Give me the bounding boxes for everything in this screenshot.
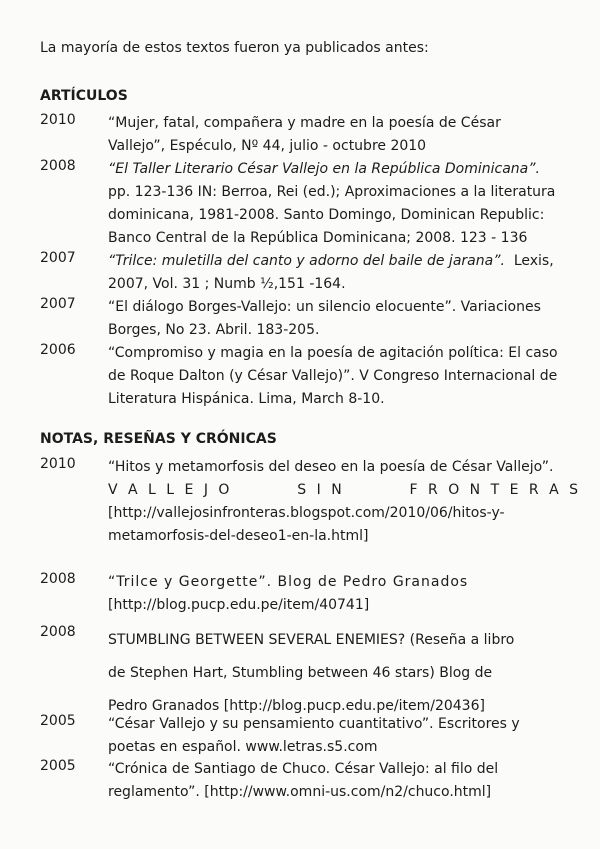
entry-title: “Trilce: muletilla del canto y adorno del baile de jarana”. bbox=[108, 253, 505, 269]
entry-year: 2008 bbox=[40, 624, 76, 640]
entry-line: de Stephen Hart, Stumbling between 46 stars) Blog de bbox=[108, 665, 493, 681]
blog-name-word: S I N bbox=[297, 482, 345, 498]
entry-line: Banco Central de la República Dominicana; 2008. 123 - 136 bbox=[108, 230, 528, 246]
entry-line: de Roque Dalton (y César Vallejo)”. V Congreso Internacional de bbox=[108, 368, 558, 384]
entry-line: “Compromiso y magia en la poesía de agitación política: El caso bbox=[108, 345, 558, 361]
entry-line: Borges, No 23. Abril. 183-205. bbox=[108, 322, 320, 338]
entry-line: Literatura Hispánica. Lima, March 8-10. bbox=[108, 391, 385, 407]
entry-line: 2007, Vol. 31 ; Numb ½,151 -164. bbox=[108, 276, 346, 292]
entry-year: 2005 bbox=[40, 713, 76, 729]
section-heading-articulos: ARTÍCULOS bbox=[40, 88, 128, 104]
entry-title: “El Taller Literario César Vallejo en la República Dominicana”. bbox=[108, 161, 540, 177]
entry-line: Pedro Granados [http://blog.pucp.edu.pe/item/20436] bbox=[108, 698, 485, 714]
entry-line: “Mujer, fatal, compañera y madre en la poesía de César bbox=[108, 115, 501, 131]
entry-year: 2010 bbox=[40, 456, 76, 472]
entry-line: Vallejo”, Espéculo, Nº 44, julio - octubre 2010 bbox=[108, 138, 427, 154]
entry-year: 2005 bbox=[40, 758, 76, 774]
entry-line: “El diálogo Borges-Vallejo: un silencio elocuente”. Variaciones bbox=[108, 299, 541, 315]
entry-year: 2010 bbox=[40, 112, 76, 128]
blog-name-word: F R O N T E R A S bbox=[409, 482, 581, 498]
entry-line: “Crónica de Santiago de Chuco. César Vallejo: al filo del bbox=[108, 761, 499, 777]
entry-url: metamorfosis-del-deseo1-en-la.html] bbox=[108, 528, 369, 544]
entry-title-tail: Lexis, bbox=[513, 253, 554, 269]
entry-year: 2007 bbox=[40, 250, 76, 266]
entry-line: “César Vallejo y su pensamiento cuantitativo”. Escritores y bbox=[108, 716, 520, 732]
entry-year: 2007 bbox=[40, 296, 76, 312]
blog-name-spaced bbox=[108, 479, 581, 502]
blog-name-word: V A L L E J O bbox=[108, 482, 233, 498]
entry-line: pp. 123-136 IN: Berroa, Rei (ed.); Aproximaciones a la literatura bbox=[108, 184, 556, 200]
section-heading-notas: NOTAS, RESEÑAS Y CRÓNICAS bbox=[40, 431, 277, 447]
entry-line: [http://blog.pucp.edu.pe/item/40741] bbox=[108, 597, 370, 613]
entry-line: reglamento”. [http://www.omni-us.com/n2/chuco.html] bbox=[108, 784, 492, 800]
entry-year: 2006 bbox=[40, 342, 76, 358]
entry-line: poetas en español. www.letras.s5.com bbox=[108, 739, 378, 755]
intro-text: La mayoría de estos textos fueron ya publicados antes: bbox=[40, 40, 429, 56]
entry-year: 2008 bbox=[40, 158, 76, 174]
entry-line: STUMBLING BETWEEN SEVERAL ENEMIES? (Reseña a libro bbox=[108, 632, 515, 648]
entry-line: “Hitos y metamorfosis del deseo en la poesía de César Vallejo”. bbox=[108, 459, 554, 475]
entry-line: “Trilce y Georgette”. Blog de Pedro Granados bbox=[108, 574, 469, 590]
entry-line: dominicana, 1981-2008. Santo Domingo, Dominican Republic: bbox=[108, 207, 545, 223]
entry-url: [http://vallejosinfronteras.blogspot.com/2010/06/hitos-y- bbox=[108, 505, 505, 521]
entry-year: 2008 bbox=[40, 571, 76, 587]
